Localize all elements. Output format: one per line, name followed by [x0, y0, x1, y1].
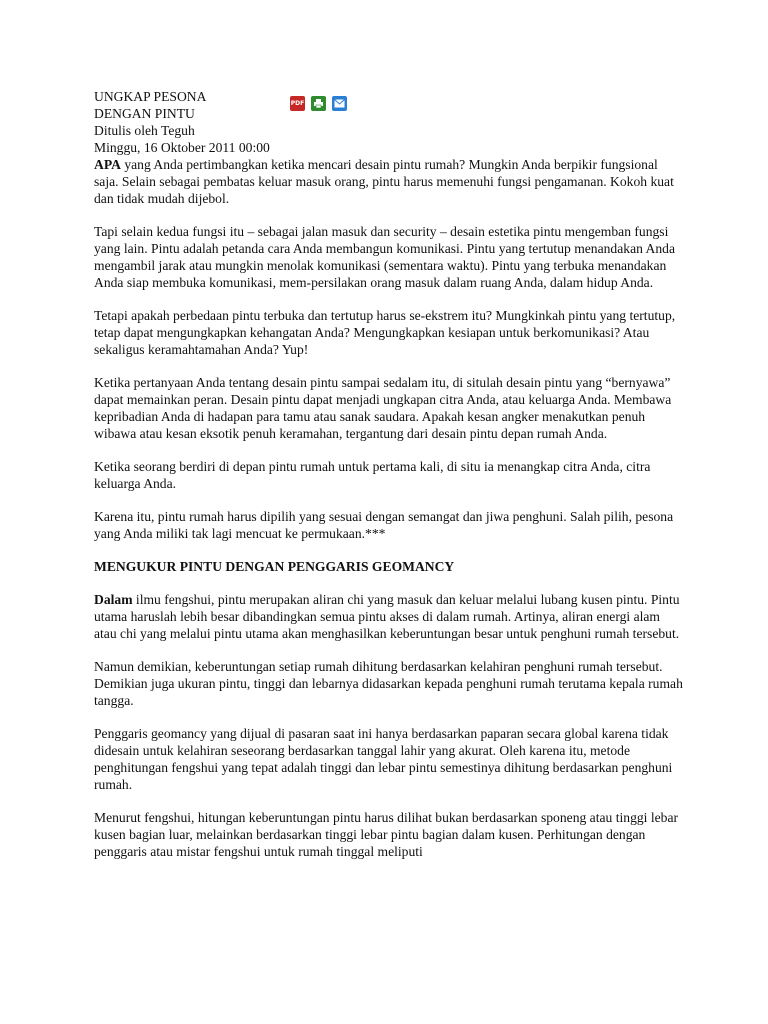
article-title: [94, 88, 290, 122]
print-icon[interactable]: [311, 96, 326, 111]
paragraph-7: Dalam ilmu fengshui, pintu merupakan aliran chi yang masuk dan keluar melalui lubang kusen pintu. Pintu utama haruslah lebih besar dibandingkan semua pintu akses di dalam rumah. Artinya, aliran energi alam atau chi yang melalui pintu utama akan menghasilkan keberuntungan besar untuk penghuni rumah tersebut.: [94, 592, 680, 641]
article-header: [94, 88, 684, 122]
paragraph-2: Tapi selain kedua fungsi itu – sebagai jalan masuk dan security – desain estetika pintu mengemban fungsi yang lain. Pintu adalah petanda cara Anda membangun komunikasi. Pintu yang tertutup menandakan Anda mengambil jarak atau mungkin menolak komunikasi (sementara waktu). Pintu yang terbuka menandakan Anda siap membuka komunikasi, mem-persilakan orang masuk dalam ruang Anda, dalam hidup Anda.: [94, 224, 675, 290]
article-author: Ditulis oleh Teguh: [94, 123, 195, 138]
title-line-1: UNGKAP PESONA: [94, 89, 207, 104]
section-heading: MENGUKUR PINTU DENGAN PENGGARIS GEOMANCY: [94, 559, 455, 574]
lead-word: Dalam: [94, 592, 133, 607]
paragraph-1: APA yang Anda pertimbangkan ketika mencari desain pintu rumah? Mungkin Anda berpikir fungsional saja. Selain sebagai pembatas keluar masuk orang, pintu harus memenuhi fungsi pengamanan. Kokoh kuat dan tidak mudah dijebol.: [94, 157, 674, 206]
lead-word: APA: [94, 157, 121, 172]
title-line-2: DENGAN PINTU: [94, 106, 195, 121]
paragraph-5: Ketika seorang berdiri di depan pintu rumah untuk pertama kali, di situ ia menangkap citra Anda, citra keluarga Anda.: [94, 459, 651, 491]
article-actions: [290, 96, 347, 111]
article-date: Minggu, 16 Oktober 2011 00:00: [94, 140, 270, 155]
paragraph-4: Ketika pertanyaan Anda tentang desain pintu sampai sedalam itu, di situlah desain pintu yang “bernyawa” dapat memainkan peran. Desain pintu dapat menjadi ungkapan citra Anda, atau keluarga Anda. Membawa kepribadian Anda di hadapan para tamu atau sanak saudara. Apakah kesan angker menakutkan penuh wibawa atau kesan eksotik penuh keramahan, tergantung dari desain pintu depan rumah Anda.: [94, 375, 672, 441]
paragraph-8: Namun demikian, keberuntungan setiap rumah dihitung berdasarkan kelahiran penghuni rumah tersebut. Demikian juga ukuran pintu, tinggi dan lebarnya didasarkan kepada penghuni rumah terutama kepala rumah tangga.: [94, 659, 683, 708]
paragraph-6: Karena itu, pintu rumah harus dipilih yang sesuai dengan semangat dan jiwa penghuni. Salah pilih, pesona yang Anda miliki tak lagi mencuat ke permukaan.***: [94, 509, 674, 541]
email-icon[interactable]: [332, 96, 347, 111]
paragraph-9: Penggaris geomancy yang dijual di pasaran saat ini hanya berdasarkan paparan secara global karena tidak didesain untuk kelahiran seseorang berdasarkan tanggal lahir yang akurat. Oleh karena itu, metode penghitungan fengshui yang tepat adalah tinggi dan lebar pintu semestinya dihitung berdasarkan penghuni rumah.: [94, 726, 673, 792]
paragraph-10: Menurut fengshui, hitungan keberuntungan pintu harus dilihat bukan berdasarkan sponeng atau tinggi lebar kusen bagian luar, melainkan berdasarkan tinggi lebar pintu bagian dalam kusen. Perhitungan dengan penggaris atau mistar fengshui untuk rumah tinggal meliputi: [94, 810, 679, 859]
paragraph-3: Tetapi apakah perbedaan pintu terbuka dan tertutup harus se-ekstrem itu? Mungkinkah pintu yang tertutup, tetap dapat mengungkapkan kehangatan Anda? Mengungkapkan kesiapan untuk berkomunikasi? Atau sekaligus keramahtamahan Anda? Yup!: [94, 308, 676, 357]
pdf-icon[interactable]: PDF: [290, 96, 305, 111]
article: [94, 88, 684, 876]
